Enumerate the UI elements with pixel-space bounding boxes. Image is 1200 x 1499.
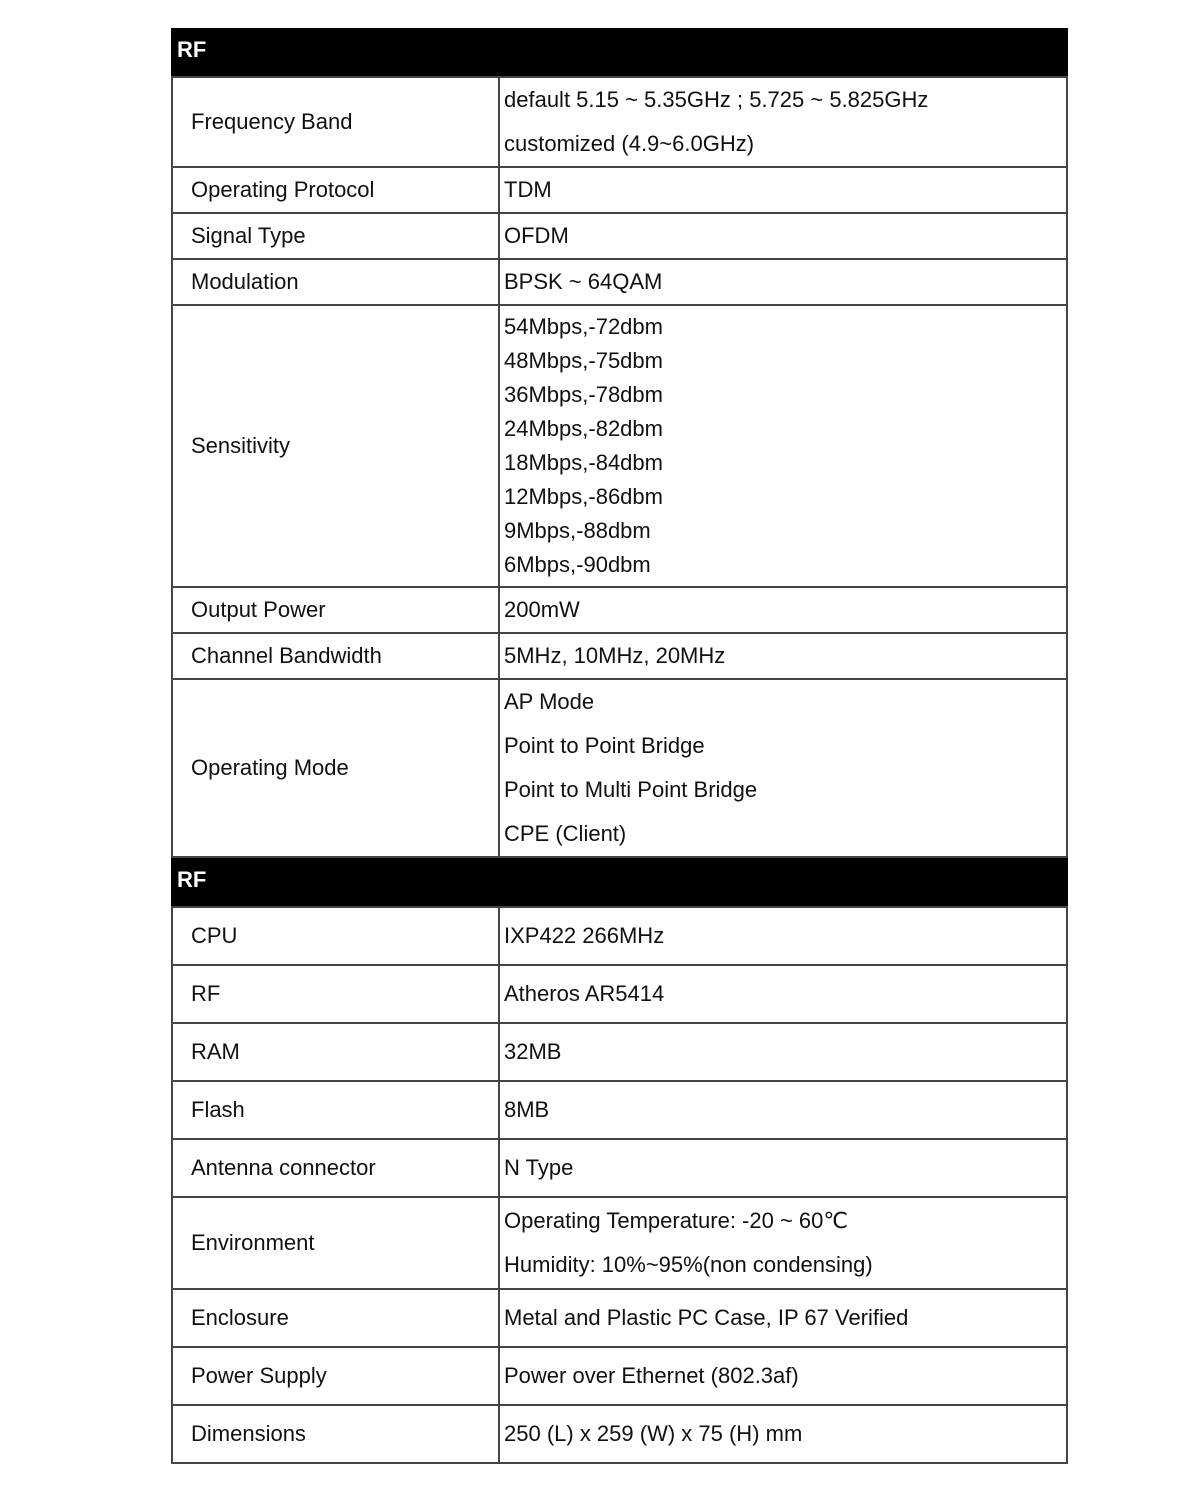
spec-value-line: 24Mbps,-82dbm [504, 416, 663, 441]
spec-value [499, 679, 1067, 857]
spec-label: RAM [172, 1023, 499, 1081]
spec-row-operating-mode [172, 679, 1067, 857]
spec-row-enclosure [172, 1289, 1067, 1347]
spec-row-environment [172, 1197, 1067, 1289]
spec-value [499, 305, 1067, 587]
spec-value-line: customized (4.9~6.0GHz) [504, 131, 755, 156]
spec-row-sensitivity [172, 305, 1067, 587]
spec-label: Environment [172, 1197, 499, 1289]
spec-label: Operating Mode [172, 679, 499, 857]
spec-row-signal-type [172, 213, 1067, 259]
spec-value-line: 12Mbps,-86dbm [504, 484, 663, 509]
spec-value: 200mW [499, 587, 1067, 633]
spec-sheet [171, 28, 1068, 1464]
spec-label: Enclosure [172, 1289, 499, 1347]
spec-label: Operating Protocol [172, 167, 499, 213]
spec-label: Output Power [172, 587, 499, 633]
spec-value [499, 1197, 1067, 1289]
spec-row-rf [172, 965, 1067, 1023]
spec-row-modulation [172, 259, 1067, 305]
spec-label: CPU [172, 907, 499, 965]
spec-value: N Type [499, 1139, 1067, 1197]
spec-label: Dimensions [172, 1405, 499, 1463]
spec-label: Antenna connector [172, 1139, 499, 1197]
spec-label: RF [172, 965, 499, 1023]
spec-value: BPSK ~ 64QAM [499, 259, 1067, 305]
spec-label: Sensitivity [172, 305, 499, 587]
spec-value: Metal and Plastic PC Case, IP 67 Verified [499, 1289, 1067, 1347]
spec-value: 8MB [499, 1081, 1067, 1139]
spec-row-output-power [172, 587, 1067, 633]
spec-row-dimensions [172, 1405, 1067, 1463]
spec-value-line: AP Mode [504, 689, 595, 714]
spec-label: Frequency Band [172, 77, 499, 167]
spec-value [499, 77, 1067, 167]
spec-value-line: 48Mbps,-75dbm [504, 348, 663, 373]
spec-value: Power over Ethernet (802.3af) [499, 1347, 1067, 1405]
spec-value-line: default 5.15 ~ 5.35GHz ; 5.725 ~ 5.825GHz [504, 87, 929, 112]
section-header-rf: RF [171, 28, 1068, 76]
spec-value: Atheros AR5414 [499, 965, 1067, 1023]
spec-value-line: Point to Point Bridge [504, 733, 705, 758]
spec-label: Signal Type [172, 213, 499, 259]
spec-row-channel-bandwidth [172, 633, 1067, 679]
spec-value-line: Operating Temperature: -20 ~ 60℃ [504, 1208, 849, 1233]
spec-value-line: Point to Multi Point Bridge [504, 777, 758, 802]
spec-value: 5MHz, 10MHz, 20MHz [499, 633, 1067, 679]
spec-value: 32MB [499, 1023, 1067, 1081]
spec-value-line: Humidity: 10%~95%(non condensing) [504, 1252, 873, 1277]
spec-value: TDM [499, 167, 1067, 213]
spec-row-frequency-band [172, 77, 1067, 167]
rf-spec-table [171, 76, 1068, 858]
section-header-hardware: RF [171, 858, 1068, 906]
spec-value-line: 6Mbps,-90dbm [504, 552, 651, 577]
spec-label: Modulation [172, 259, 499, 305]
spec-row-ram [172, 1023, 1067, 1081]
spec-row-power-supply [172, 1347, 1067, 1405]
spec-row-flash [172, 1081, 1067, 1139]
spec-value-line: 54Mbps,-72dbm [504, 314, 663, 339]
spec-label: Channel Bandwidth [172, 633, 499, 679]
spec-row-cpu [172, 907, 1067, 965]
spec-label: Power Supply [172, 1347, 499, 1405]
spec-value-line: 9Mbps,-88dbm [504, 518, 651, 543]
spec-row-antenna-connector [172, 1139, 1067, 1197]
spec-value: OFDM [499, 213, 1067, 259]
spec-value: 250 (L) x 259 (W) x 75 (H) mm [499, 1405, 1067, 1463]
spec-value-line: 36Mbps,-78dbm [504, 382, 663, 407]
spec-row-operating-protocol [172, 167, 1067, 213]
spec-value-line: 18Mbps,-84dbm [504, 450, 663, 475]
spec-value-line: CPE (Client) [504, 821, 627, 846]
spec-value: IXP422 266MHz [499, 907, 1067, 965]
spec-label: Flash [172, 1081, 499, 1139]
hardware-spec-table [171, 906, 1068, 1464]
